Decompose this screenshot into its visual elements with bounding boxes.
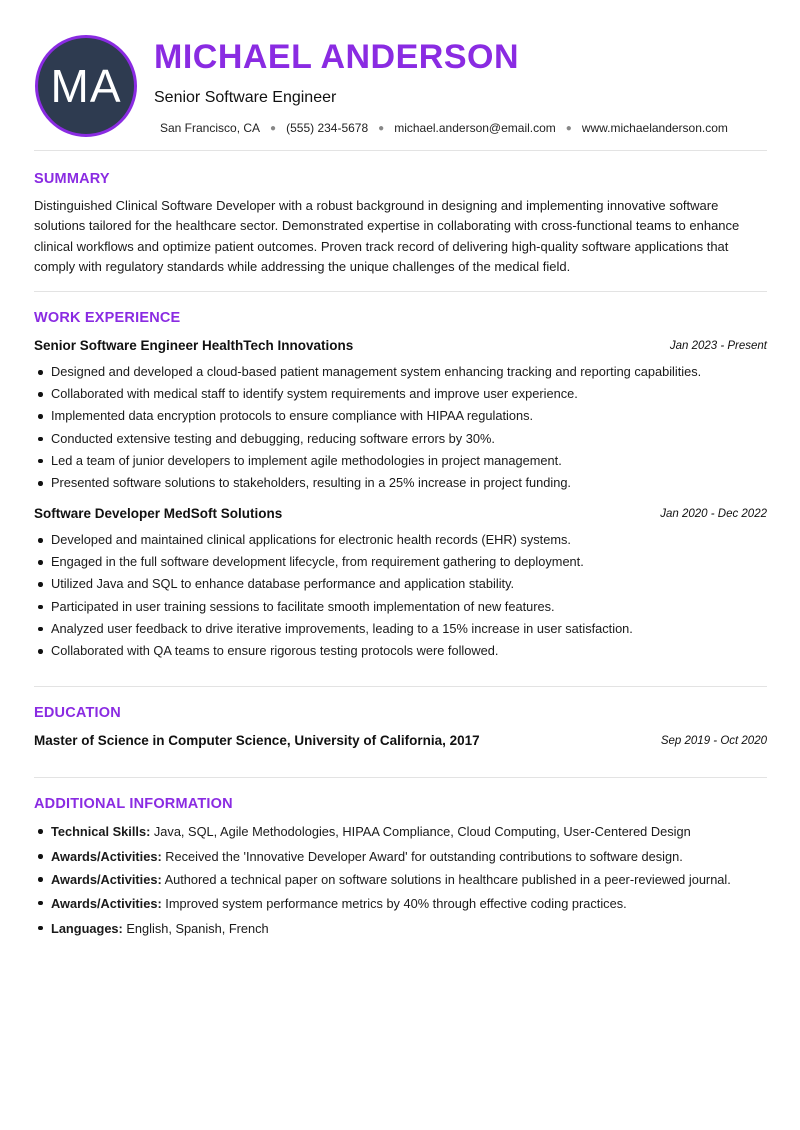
list-item: Collaborated with QA teams to ensure rigorous testing protocols were followed. <box>34 640 769 662</box>
item-label: Technical Skills: <box>51 824 151 839</box>
contact-website[interactable]: www.michaelanderson.com <box>581 121 728 135</box>
summary-heading: SUMMARY <box>34 171 110 187</box>
job-role: Software Developer MedSoft Solutions <box>34 506 283 521</box>
bullet-separator-icon: ● <box>378 122 385 134</box>
candidate-name: MICHAEL ANDERSON <box>154 38 520 76</box>
education-dates: Sep 2019 - Oct 2020 <box>660 735 767 747</box>
contact-email[interactable]: michael.anderson@email.com <box>394 121 556 135</box>
item-label: Languages: <box>51 920 123 936</box>
contact-line <box>160 121 728 135</box>
divider <box>34 686 767 687</box>
list-item: Designed and developed a cloud-based patient management system enhancing tracking and reporting capabilities. <box>34 361 769 383</box>
summary-text: Distinguished Clinical Software Developer with a robust background in designing and implementing innovative software solutions tailored for the healthcare sector. Demonstrated expertise in collaborating with cross-functional teams to enhance clinical workflows and optimize patient outcomes. Proven track record of delivering high-quality software applications that comply with regulatory standards while addressing the unique challenges of the medical field. <box>34 198 740 274</box>
list-item: Analyzed user feedback to drive iterative improvements, leading to a 15% increase in user satisfaction. <box>34 618 769 640</box>
contact-phone: (555) 234-5678 <box>286 121 369 135</box>
job-bullets <box>34 529 769 662</box>
item-label: Awards/Activities: <box>51 895 162 911</box>
list-item: Participated in user training sessions to facilitate smooth implementation of new features. <box>34 596 769 618</box>
list-item: Presented software solutions to stakeholders, resulting in a 25% increase in project funding. <box>34 472 769 494</box>
list-item: Conducted extensive testing and debugging, reducing software errors by 30%. <box>34 428 769 450</box>
item-text: Java, SQL, Agile Methodologies, HIPAA Compliance, Cloud Computing, User-Centered Design <box>150 824 691 839</box>
avatar <box>35 35 137 137</box>
list-item <box>34 917 769 940</box>
experience-heading: WORK EXPERIENCE <box>34 310 181 326</box>
list-item: Utilized Java and SQL to enhance database performance and application stability. <box>34 573 769 595</box>
list-item <box>34 892 769 915</box>
divider <box>34 150 767 151</box>
additional-heading: ADDITIONAL INFORMATION <box>34 796 233 812</box>
list-item: Led a team of junior developers to implement agile methodologies in project management. <box>34 450 769 472</box>
job-header <box>34 506 767 524</box>
job-header <box>34 338 767 356</box>
list-item: Implemented data encryption protocols to ensure compliance with HIPAA regulations. <box>34 405 769 427</box>
list-item <box>34 845 769 868</box>
list-item: Developed and maintained clinical applications for electronic health records (EHR) systems. <box>34 529 769 551</box>
job-dates: Jan 2023 - Present <box>669 340 767 352</box>
list-item: Engaged in the full software development lifecycle, from requirement gathering to deployment. <box>34 551 769 573</box>
divider <box>34 777 767 778</box>
contact-location: San Francisco, CA <box>160 121 261 135</box>
education-heading: EDUCATION <box>34 705 121 721</box>
item-text: English, Spanish, French <box>122 920 269 936</box>
item-label: Awards/Activities: <box>51 849 162 865</box>
job-role: Senior Software Engineer HealthTech Innovations <box>34 338 354 353</box>
divider <box>34 291 767 292</box>
education-degree: Master of Science in Computer Science, University of California, 2017 <box>34 733 480 748</box>
avatar-initials: MA <box>50 60 122 112</box>
list-item <box>34 868 769 891</box>
item-text: Received the 'Innovative Developer Award' for outstanding contributions to software design. <box>161 849 683 865</box>
list-item: Collaborated with medical staff to identify system requirements and improve user experience. <box>34 383 769 405</box>
item-text: Improved system performance metrics by 40% through effective coding practices. <box>161 895 627 911</box>
list-item <box>34 820 769 843</box>
job-bullets <box>34 361 769 494</box>
item-text: Authored a technical paper on software solutions in healthcare published in a peer-reviewed journal. <box>161 872 731 888</box>
bullet-separator-icon: ● <box>270 122 277 134</box>
additional-list <box>34 820 769 940</box>
candidate-title: Senior Software Engineer <box>154 89 337 106</box>
bullet-separator-icon: ● <box>565 122 572 134</box>
education-entry <box>34 733 767 751</box>
item-label: Awards/Activities: <box>51 872 162 888</box>
job-dates: Jan 2020 - Dec 2022 <box>660 508 767 520</box>
